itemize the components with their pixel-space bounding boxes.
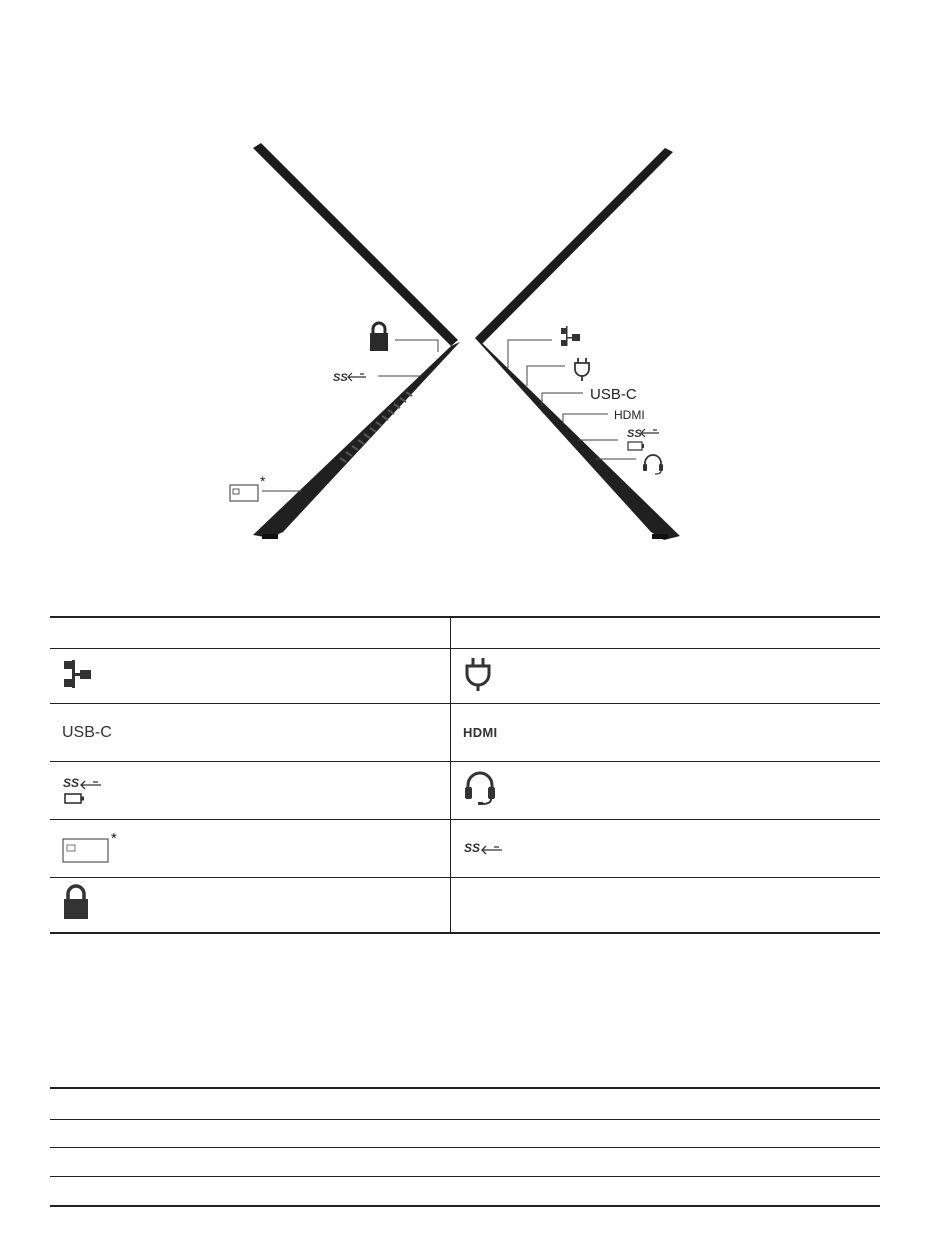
- left-laptop-lid: [253, 143, 458, 346]
- table-row: [50, 649, 880, 704]
- table-rule: [50, 1087, 880, 1089]
- hdmi-label: HDMI: [463, 724, 498, 740]
- left-laptop-base: [253, 342, 460, 538]
- table-cell: [50, 820, 451, 878]
- table-row: [50, 820, 880, 878]
- table-row: [50, 762, 880, 820]
- table-rule: [50, 1147, 880, 1148]
- power-plug-icon: [575, 358, 589, 381]
- battery-icon: [64, 793, 86, 805]
- table-cell: [451, 704, 881, 762]
- table-cell: [50, 704, 451, 762]
- ethernet-callout-line: [508, 340, 552, 368]
- table-rule: [50, 1119, 880, 1120]
- battery-icon: [628, 442, 642, 450]
- hdmi-callout-line: [563, 414, 608, 424]
- table-header-row: [50, 617, 880, 649]
- table-row: [50, 878, 880, 933]
- usb-ss-icon: [463, 842, 507, 856]
- usb-ss-icon: SS: [333, 372, 348, 384]
- right-laptop-lid: [475, 148, 673, 344]
- usb-c-label: USB-C: [590, 386, 637, 403]
- smart-card-asterisk: *: [111, 829, 117, 847]
- table-cell: [451, 762, 881, 820]
- laptop-side-view-figure: [0, 0, 950, 600]
- hdmi-label: HDMI: [614, 408, 645, 422]
- usb-trident-icon: [80, 780, 102, 790]
- right-laptop-foot: [652, 534, 668, 539]
- table-cell: [451, 649, 881, 704]
- table-cell: [50, 762, 451, 820]
- table-cell: [451, 820, 881, 878]
- table-header-cell: [50, 617, 451, 649]
- headset-icon: [643, 455, 663, 474]
- ss-text: SS: [464, 840, 481, 855]
- ethernet-icon: [561, 326, 580, 346]
- table-row: [50, 704, 880, 762]
- smart-card-icon: [230, 485, 258, 501]
- smart-card-icon-wrap: [62, 829, 122, 864]
- usb-powered-ss-icon: [62, 775, 106, 807]
- table-cell: [50, 878, 451, 933]
- table-header-cell: [451, 617, 881, 649]
- lock-icon-shackle: [373, 323, 385, 334]
- battery-icon-tip: [642, 444, 644, 448]
- usb-c-label: USB-C: [62, 723, 112, 741]
- right-laptop-base: [475, 338, 680, 540]
- lock-icon: [370, 333, 388, 351]
- left-side-laptop: [230, 143, 460, 539]
- table-rule: [50, 1176, 880, 1177]
- usb-c-callout-line: [542, 393, 583, 406]
- smart-card-asterisk: *: [260, 473, 266, 489]
- power-callout-line: [527, 366, 565, 386]
- table-cell: [50, 649, 451, 704]
- usb-trident-icon: [348, 373, 366, 381]
- usb-powered-trident-icon: [641, 429, 659, 437]
- lock-callout-line: [395, 340, 438, 352]
- power-plug-icon: [463, 656, 493, 692]
- lock-icon: [62, 884, 90, 920]
- table-cell: [451, 878, 881, 933]
- usb-trident-icon: [481, 845, 503, 855]
- right-side-laptop: [475, 148, 680, 540]
- headset-icon: [463, 770, 497, 806]
- usb-powered-ss-icon: SS: [627, 428, 642, 440]
- left-laptop-foot: [262, 534, 278, 539]
- ethernet-icon: [62, 659, 94, 689]
- smart-card-icon: [62, 838, 110, 864]
- ports-table: [50, 616, 880, 934]
- ss-text: SS: [63, 775, 80, 790]
- table-rule: [50, 1205, 880, 1207]
